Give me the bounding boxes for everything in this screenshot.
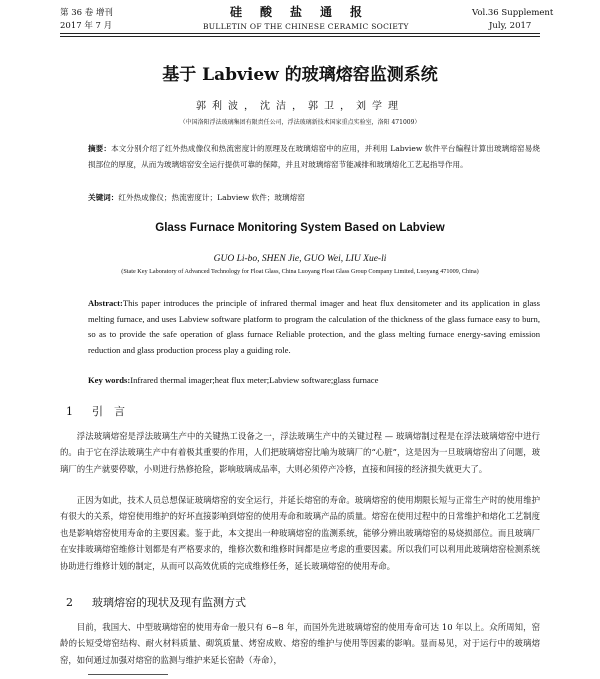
section-1-paragraph-1: 浮法玻璃熔窑是浮法玻璃生产中的关键热工设备之一，浮法玻璃生产中的关键过程 — 玻璃熔制过程是在浮法玻璃熔窑中进行的。由于它在浮法玻璃生产中有着极其重要的作用，人们把玻璃熔窑比喻为玻璃厂的“心脏”，这是因为一旦玻璃熔窑出了问题，玻璃厂的生产就要停歇，小则进行热修抢险，影响玻璃成品率，大则必须停产冷修，直接和间接的经济损失就更大了。 [60, 431, 540, 474]
section-2-number: 2 [66, 596, 73, 609]
abstract-en-text: This paper introduces the principle of infrared thermal imager and heat flux densitometer and its application in glass melting furnace, and uses Labview software platform to program the calculation of the thickness of the glass furnace easy to burn, so as to provide the safe operation of glass furnace Reliable protection, and the glass melting furnace energy-saving emission reduction and glass production process play a guiding role. [88, 298, 540, 355]
keywords-cn-label: 关键词： [88, 193, 119, 202]
journal-title-en: BULLETIN OF THE CHINESE CERAMIC SOCIETY [203, 22, 409, 31]
abstract-cn-label: 摘要： [88, 144, 112, 153]
header-rule-bottom [60, 36, 540, 37]
section-1-paragraph-2: 正因为如此，技术人员总想保证玻璃熔窑的安全运行，并延长熔窑的寿命。玻璃熔窑的使用期限长短与正常生产时的使用维护有很大的关系，熔窑使用维护的好坏直接影响到熔窑的使用寿命和玻璃产品的质量。熔窑在使用过程中的日常维护和熔化工艺制度也是影响熔窑使用寿命的主要因素。鉴于此，本文提出一种玻璃熔窑的监测系统，能够分辨出玻璃熔窑的易烧损部位。而且玻璃厂在安排玻璃熔窑维修计划都是有严格要求的，维修次数和维修时间都是应考虑的重要因素。所以我们可以利用此玻璃熔窑检测系统协助进行维修计划的制定，从而可以高效优质的完成维修任务，延长玻璃熔窑的使用寿命。 [60, 495, 540, 571]
keywords-cn [88, 190, 540, 206]
keywords-en [88, 373, 540, 389]
keywords-en-label: Key words: [88, 375, 131, 385]
authors-cn: 郭利波，沈洁，郭卫，刘学理 [196, 101, 404, 112]
section-2-paragraph-1: 目前，我国大、中型玻璃熔窑的使用寿命一般只有 6~8 年，而国外先进玻璃熔窑的使用寿命可达 10 年以上。众所周知，窑龄的长短受熔窑结构、耐火材料质量、砌筑质量、烤窑成败、熔窑的维护与使用等因素的影响。显而易见，对于运行中的玻璃熔窑，如何通过加强对熔窑的监测与维护来延长窑龄（寿命）， [60, 622, 540, 665]
keywords-cn-text: 红外热成像仪；热流密度计；Labview 软件；玻璃熔窑 [118, 193, 305, 202]
header-volume: 第 36 卷 增刊 [60, 8, 113, 18]
header-date: 2017 年 7 月 [60, 21, 113, 31]
header-volume-en: Vol.36 Supplement [472, 8, 554, 18]
section-2-title: 玻璃熔窑的现状及现有监测方式 [92, 596, 246, 609]
section-2-heading [66, 594, 246, 610]
affiliation-en: (State Key Laboratory of Advanced Technology for Float Glass, China Luoyang Float Glass Group Company Limited, Luoyang 471009, China) [121, 268, 479, 275]
affiliation-cn: （中国洛阳浮法玻璃集团有限责任公司，浮法玻璃新技术国家重点实验室，洛阳 471009） [179, 119, 421, 126]
header-rule-top [60, 33, 540, 34]
abstract-cn-text: 本文分别介绍了红外热成像仪和热流密度计的原理及在玻璃熔窑中的应用，并利用 Labview 软件平台编程计算出玻璃熔窑易烧损部位的厚度，从而为玻璃熔窑安全运行提供可靠的保障，并且对玻璃熔窑节能减排和玻璃熔化工艺起指导作用。 [88, 144, 541, 169]
authors-en: GUO Li-bo, SHEN Jie, GUO Wei, LIU Xue-li [213, 254, 387, 264]
paper-title-en: Glass Furnace Monitoring System Based on Labview [155, 222, 445, 234]
section-1-number: 1 [66, 405, 73, 418]
footnote-rule [88, 674, 168, 675]
journal-title-cn: 硅酸盐通报 [230, 5, 381, 19]
section-1-heading [66, 403, 125, 419]
keywords-en-text: Infrared thermal imager;heat flux meter;Labview software;glass furnace [130, 375, 379, 385]
paper-title-cn: 基于 Labview 的玻璃熔窑监测系统 [162, 65, 438, 85]
abstract-en-label: Abstract: [88, 298, 123, 308]
abstract-cn [88, 141, 540, 173]
header-date-en: July, 2017 [489, 21, 532, 31]
abstract-en [88, 296, 540, 358]
section-1-title: 引 言 [92, 405, 125, 418]
